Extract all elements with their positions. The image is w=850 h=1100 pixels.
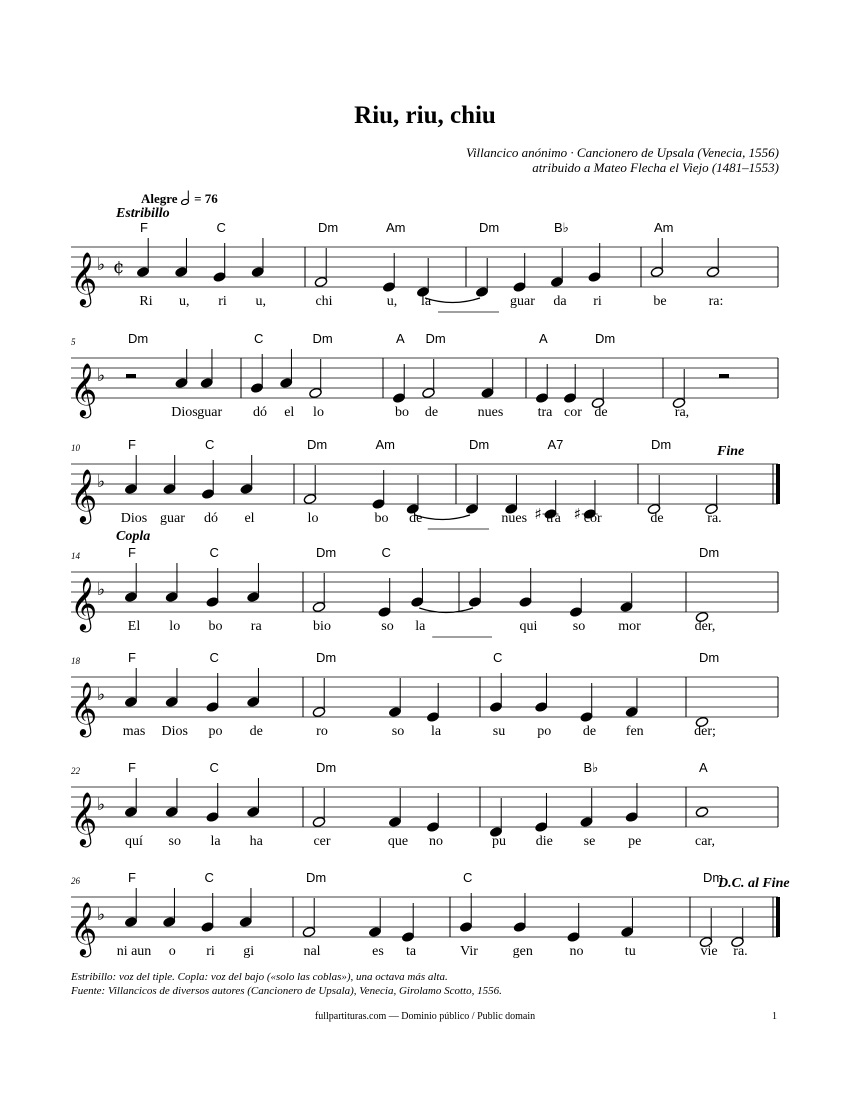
half-rest-icon: [126, 374, 136, 378]
lyric-syllable: Vir: [460, 944, 478, 959]
lyric-syllable: de: [249, 724, 263, 739]
lyric-syllable: pu: [492, 834, 506, 849]
lyric-syllable: gi: [243, 944, 255, 959]
lyric-syllable: la: [210, 834, 221, 849]
chord-symbol: B♭: [583, 760, 599, 775]
staff-svg: [0, 650, 850, 760]
lyric-syllable: el: [284, 405, 295, 420]
chord-symbol: Dm: [469, 437, 490, 452]
half-note-icon: [181, 190, 191, 205]
lyric-syllable: der;: [694, 724, 716, 739]
cut-time-icon: ¢: [113, 257, 125, 278]
page-number: 1: [772, 1011, 777, 1022]
lyric-syllable: de: [424, 405, 439, 420]
measure-number: 22: [71, 766, 80, 776]
lyric-syllable: nues: [477, 405, 504, 420]
chord-symbol: Dm: [306, 870, 327, 885]
tie: [425, 298, 480, 303]
chord-symbol: C: [209, 760, 219, 775]
staff-svg: [0, 760, 850, 870]
lyric-syllable: guar: [510, 294, 535, 309]
lyric-syllable: die: [535, 834, 553, 849]
lyric-syllable: que: [387, 834, 409, 849]
tempo-marking: [141, 190, 218, 207]
chord-symbol: C: [493, 650, 503, 665]
chord-symbol: Dm: [318, 220, 339, 235]
measure-number: 14: [71, 551, 80, 561]
footnote-source: Fuente: Villancicos de diversos autores (Cancionero de Upsala), Venecia, Girolamo Scotto, 1556.: [71, 985, 502, 997]
lyric-syllable: la: [430, 724, 442, 739]
measure-number: 10: [71, 443, 80, 453]
key-flat-icon: ♭: [97, 255, 106, 275]
lyric-syllable: de: [582, 724, 597, 739]
lyric-syllable: dó: [204, 511, 218, 526]
lyric-syllable: mor: [618, 619, 641, 634]
staff-svg: [0, 870, 850, 980]
chord-symbol: A7: [547, 437, 564, 452]
treble-clef-icon: 𝄞: [70, 468, 98, 522]
lyric-syllable: de: [594, 405, 608, 420]
lyric-syllable: vie: [700, 944, 718, 959]
lyric-syllable: u,: [179, 294, 190, 309]
chord-symbol: A: [699, 760, 708, 775]
staff-svg: [0, 220, 850, 330]
dc-al-fine-marking: D.C. al Fine: [718, 876, 790, 891]
subtitle-source: Villancico anónimo · Cancionero de Upsala (Venecia, 1556): [465, 145, 779, 160]
chord-symbol: Dm: [316, 545, 337, 560]
lyric-syllable: nal: [303, 944, 321, 959]
footnote: [71, 970, 502, 998]
chord-symbol: Am: [375, 437, 395, 452]
chord-symbol: F: [140, 220, 148, 235]
chord-symbol: Dm: [312, 331, 333, 346]
lyric-syllable: ni aun: [116, 944, 152, 959]
page-footer: fullpartituras.com — Dominio público / Public domain: [314, 1011, 536, 1022]
chord-symbol: Dm: [307, 437, 328, 452]
chord-symbol: C: [209, 545, 219, 560]
lyric-syllable: so: [572, 619, 586, 634]
lyric-syllable: ta: [405, 944, 417, 959]
measure-number: 5: [71, 337, 76, 347]
key-flat-icon: ♭: [97, 580, 106, 600]
chord-symbol: F: [128, 545, 136, 560]
lyric-syllable: qui: [519, 619, 538, 634]
lyric-syllable: ra:: [708, 294, 724, 309]
staff-svg: [0, 437, 850, 547]
lyric-syllable: lo: [307, 511, 319, 526]
tempo-label: Alegre: [141, 191, 178, 206]
lyric-syllable: de: [409, 511, 423, 526]
chord-symbol: Dm: [128, 331, 149, 346]
lyric-syllable: Dios: [120, 511, 148, 526]
lyric-syllable: El: [127, 619, 141, 634]
key-flat-icon: ♭: [97, 905, 106, 925]
lyric-syllable: dó: [253, 405, 267, 420]
lyric-syllable: so: [168, 834, 181, 849]
copla-marking: Copla: [116, 529, 151, 544]
key-flat-icon: ♭: [97, 366, 106, 386]
chord-symbol: C: [381, 545, 391, 560]
chord-symbol: C: [205, 437, 215, 452]
treble-clef-icon: 𝄞: [70, 576, 98, 630]
chord-symbol: Dm: [425, 331, 446, 346]
lyric-syllable: Ri: [139, 294, 153, 309]
lyric-syllable: ra,: [674, 405, 690, 420]
lyric-syllable: se: [583, 834, 596, 849]
lyric-syllable: ro: [316, 724, 328, 739]
lyric-syllable: ra.: [707, 511, 722, 526]
lyric-syllable: guar: [160, 511, 185, 526]
chord-symbol: Am: [654, 220, 674, 235]
lyric-syllable: tra: [546, 511, 561, 526]
lyric-syllable: tu: [624, 944, 636, 959]
chord-symbol: Dm: [316, 650, 337, 665]
treble-clef-icon: 𝄞: [70, 362, 98, 416]
lyric-syllable: ri: [206, 944, 215, 959]
treble-clef-icon: 𝄞: [70, 791, 98, 845]
lyric-syllable: la: [415, 619, 426, 634]
staff-svg: [0, 331, 850, 441]
chord-symbol: Dm: [316, 760, 337, 775]
lyric-syllable: no: [429, 834, 443, 849]
lyric-syllable: bo: [208, 619, 223, 634]
chord-symbol: Dm: [703, 870, 724, 885]
final-barline: [776, 897, 780, 937]
lyric-syllable: chi: [315, 294, 333, 309]
lyric-syllable: es: [372, 944, 384, 959]
footnote-voices: Estribillo: voz del tiple. Copla: voz del bajo («solo las coblas»), una octava más alta.: [71, 971, 448, 983]
lyric-syllable: u,: [255, 294, 266, 309]
lyric-syllable: po: [537, 724, 552, 739]
lyric-syllable: da: [553, 294, 567, 309]
lyric-syllable: mas: [122, 724, 146, 739]
lyric-syllable: so: [391, 724, 405, 739]
lyric-syllable: bio: [313, 619, 331, 634]
treble-clef-icon: 𝄞: [70, 901, 98, 955]
chord-symbol: C: [463, 870, 473, 885]
estribillo-marking: Estribillo: [116, 206, 170, 221]
key-flat-icon: ♭: [97, 795, 106, 815]
lyric-syllable: o: [168, 944, 176, 959]
chord-symbol: Dm: [651, 437, 672, 452]
lyric-syllable: be: [653, 294, 667, 309]
sharp-icon: ♯: [573, 505, 582, 523]
chord-symbol: C: [209, 650, 219, 665]
lyric-syllable: ri: [218, 294, 227, 309]
chord-symbol: A: [396, 331, 405, 346]
lyric-syllable: ra.: [733, 944, 748, 959]
tempo-value: = 76: [194, 191, 218, 206]
lyric-syllable: fen: [625, 724, 644, 739]
lyric-syllable: cor: [564, 405, 582, 420]
lyric-syllable: lo: [169, 619, 181, 634]
half-rest-icon: [719, 374, 729, 378]
chord-symbol: C: [204, 870, 214, 885]
lyric-syllable: ha: [249, 834, 263, 849]
lyric-syllable: quí: [125, 834, 143, 849]
subtitle-attribution: atribuido a Mateo Flecha el Viejo (1481–1553): [532, 160, 779, 175]
key-flat-icon: ♭: [97, 685, 106, 705]
lyric-syllable: bo: [374, 511, 389, 526]
lyric-syllable: cor: [583, 511, 602, 526]
lyric-syllable: bo: [395, 405, 409, 420]
lyric-syllable: el: [244, 511, 255, 526]
lyric-syllable: no: [569, 944, 584, 959]
lyric-syllable: nues: [501, 511, 528, 526]
chord-symbol: F: [128, 870, 136, 885]
lyric-syllable: u,: [386, 294, 398, 309]
chord-symbol: Dm: [479, 220, 500, 235]
lyric-syllable: car,: [694, 834, 716, 849]
lyric-syllable: su: [492, 724, 506, 739]
lyric-syllable: Dios: [171, 405, 198, 420]
sharp-icon: ♯: [534, 505, 542, 523]
lyric-syllable: pe: [628, 834, 642, 849]
score-title: Riu, riu, chiu: [354, 102, 496, 129]
lyric-syllable: la: [420, 294, 432, 309]
staff-svg: [0, 545, 850, 655]
key-flat-icon: ♭: [97, 472, 106, 492]
lyric-syllable: tra: [537, 405, 553, 420]
measure-number: 18: [71, 656, 80, 666]
measure-number: 26: [71, 876, 80, 886]
tie: [415, 515, 470, 520]
chord-symbol: F: [128, 650, 136, 665]
chord-symbol: C: [216, 220, 226, 235]
lyric-syllable: so: [381, 619, 394, 634]
lyric-syllable: Dios: [161, 724, 188, 739]
lyric-syllable: lo: [313, 405, 324, 420]
lyric-syllable: de: [650, 511, 664, 526]
lyric-syllable: ri: [593, 294, 602, 309]
treble-clef-icon: 𝄞: [70, 681, 98, 735]
fine-marking: Fine: [717, 444, 745, 459]
lyric-syllable: po: [208, 724, 223, 739]
chord-symbol: A: [539, 331, 548, 346]
chord-symbol: B♭: [554, 220, 569, 235]
lyric-syllable: ra: [250, 619, 262, 634]
lyric-syllable: cer: [313, 834, 331, 849]
notehead: [695, 806, 709, 817]
chord-symbol: F: [128, 760, 136, 775]
chord-symbol: C: [254, 331, 264, 346]
chord-symbol: Dm: [595, 331, 616, 346]
chord-symbol: Am: [386, 220, 406, 235]
lyric-syllable: der,: [694, 619, 716, 634]
lyric-syllable: guar: [197, 405, 223, 420]
treble-clef-icon: 𝄞: [70, 251, 98, 305]
chord-symbol: Dm: [699, 650, 720, 665]
final-barline: [776, 464, 780, 504]
lyric-syllable: gen: [512, 944, 533, 959]
chord-symbol: F: [128, 437, 136, 452]
chord-symbol: Dm: [699, 545, 720, 560]
